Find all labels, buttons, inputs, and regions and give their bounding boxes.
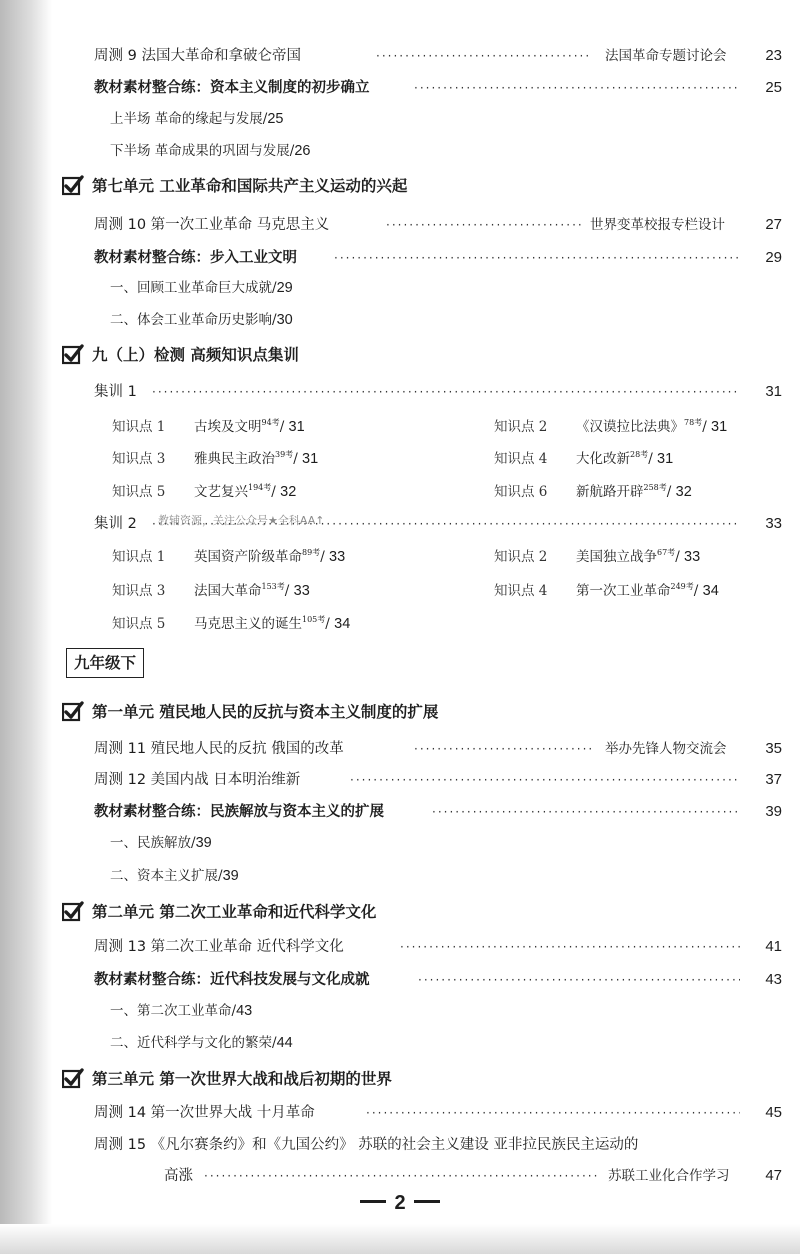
leader-dots (334, 243, 740, 273)
leader-dots (366, 1098, 740, 1128)
knowledge-point[interactable]: 知识点 1 古埃及文明$^{94考}$/ 31 (112, 418, 305, 435)
entry-title-continued: 高涨 (164, 1168, 193, 1184)
page-number: 23 (765, 47, 782, 64)
page-number: 25 (765, 79, 782, 96)
knowledge-point[interactable]: 知识点 3 雅典民主政治$^{39考}$/ 31 (112, 450, 319, 467)
footer-rule (414, 1200, 440, 1203)
entry-activity: 世界变革校报专栏设计 (590, 217, 725, 233)
grade-label: 九年级下 (66, 648, 144, 678)
leader-dots (376, 41, 592, 71)
leader-dots (204, 1161, 598, 1191)
knowledge-point[interactable]: 知识点 5 文艺复兴$^{194考}$/ 32 (112, 483, 297, 500)
toc-entry[interactable] (0, 1098, 800, 1128)
entry-title: 教材素材整合练：近代科技发展与文化成就 (94, 972, 370, 988)
toc-entry[interactable] (0, 734, 800, 764)
unit-title: 第二单元 第二次工业革命和近代科学文化 (92, 903, 377, 921)
knowledge-point[interactable]: 知识点 2 美国独立战争$^{67考}$/ 33 (494, 548, 701, 565)
footer-page-number: 2 (394, 1192, 406, 1214)
toc-entry[interactable] (0, 73, 800, 103)
page-number: 29 (765, 249, 782, 266)
sub-entry[interactable]: 二、体会工业革命历史影响/30 (110, 312, 293, 328)
toc-entry[interactable] (0, 509, 800, 539)
sub-entry[interactable]: 二、近代科学与文化的繁荣/44 (110, 1035, 293, 1051)
page-number: 47 (765, 1167, 782, 1184)
entry-title: 周测 12 美国内战 日本明治维新 (94, 772, 301, 788)
unit-title: 九（上）检测 高频知识点集训 (92, 346, 299, 364)
toc-entry[interactable] (0, 41, 800, 71)
entry-title: 教材素材整合练：民族解放与资本主义的扩展 (94, 804, 384, 820)
toc-entry[interactable] (0, 377, 800, 407)
checkbox-checked-icon (62, 701, 84, 723)
toc-entry[interactable] (0, 243, 800, 273)
entry-title: 集训 1 (94, 384, 137, 400)
checkbox-checked-icon (62, 901, 84, 923)
knowledge-point[interactable]: 知识点 4 第一次工业革命$^{249考}$/ 34 (494, 582, 719, 599)
entry-title: 周测 9 法国大革命和拿破仑帝国 (94, 48, 301, 64)
entry-title: 周测 14 第一次世界大战 十月革命 (94, 1105, 315, 1121)
sub-entry[interactable]: 一、民族解放/39 (110, 835, 212, 851)
checkbox-checked-icon (62, 344, 84, 366)
knowledge-point[interactable]: 知识点 6 新航路开辟$^{258考}$/ 32 (494, 483, 692, 500)
leader-dots (414, 734, 594, 764)
toc-entry-continued[interactable] (0, 1161, 800, 1191)
page-number: 33 (765, 515, 782, 532)
entry-title: 集训 2 (94, 516, 137, 532)
knowledge-point[interactable]: 知识点 1 英国资产阶级革命$^{89考}$/ 33 (112, 548, 346, 565)
sub-entry[interactable]: 一、第二次工业革命/43 (110, 1003, 253, 1019)
toc-entry[interactable] (0, 965, 800, 995)
sub-entry[interactable]: 一、回顾工业革命巨大成就/29 (110, 280, 293, 296)
watermark-text: 教辅资源，关注公众号★全科AA↑ (158, 514, 325, 527)
entry-activity: 苏联工业化合作学习 (608, 1168, 730, 1184)
toc-entry[interactable] (0, 765, 800, 795)
page-number: 27 (765, 216, 782, 233)
leader-dots (152, 377, 740, 407)
toc-entry[interactable] (0, 210, 800, 240)
entry-activity: 举办先锋人物交流会 (605, 741, 727, 757)
sub-entry[interactable]: 上半场 革命的缘起与发展/25 (110, 111, 284, 127)
checkbox-checked-icon (62, 1068, 84, 1090)
knowledge-point[interactable]: 知识点 2 《汉谟拉比法典》$^{78考}$/ 31 (494, 418, 728, 435)
entry-title: 周测 11 殖民地人民的反抗 俄国的改革 (94, 741, 344, 757)
sub-entry[interactable]: 下半场 革命成果的巩固与发展/26 (110, 143, 311, 159)
entry-activity: 法国革命专题讨论会 (605, 48, 727, 64)
leader-dots (386, 210, 582, 240)
page-number: 41 (765, 938, 782, 955)
leader-dots (350, 765, 740, 795)
page-number: 37 (765, 771, 782, 788)
entry-title: 教材素材整合练：资本主义制度的初步确立 (94, 80, 370, 96)
sub-entry[interactable]: 二、资本主义扩展/39 (110, 868, 239, 884)
page-number: 31 (765, 383, 782, 400)
entry-title: 教材素材整合练：步入工业文明 (94, 250, 297, 266)
toc-entry[interactable] (0, 797, 800, 827)
toc-entry[interactable] (0, 932, 800, 962)
page-footer (0, 1188, 800, 1218)
page-number: 39 (765, 803, 782, 820)
page-number: 43 (765, 971, 782, 988)
page-number: 45 (765, 1104, 782, 1121)
leader-dots (400, 932, 740, 962)
entry-title: 周测 13 第二次工业革命 近代科学文化 (94, 939, 344, 955)
knowledge-point[interactable]: 知识点 5 马克思主义的诞生$^{105考}$/ 34 (112, 615, 351, 632)
checkbox-checked-icon (62, 175, 84, 197)
entry-title: 周测 10 第一次工业革命 马克思主义 (94, 217, 330, 233)
unit-title: 第一单元 殖民地人民的反抗与资本主义制度的扩展 (92, 703, 439, 721)
unit-title: 第七单元 工业革命和国际共产主义运动的兴起 (92, 177, 408, 195)
unit-title: 第三单元 第一次世界大战和战后初期的世界 (92, 1070, 392, 1088)
leader-dots (432, 797, 740, 827)
page-number: 35 (765, 740, 782, 757)
leader-dots (418, 965, 740, 995)
toc-entry[interactable] (0, 1130, 800, 1160)
entry-title: 周测 15 《凡尔赛条约》和《九国公约》 苏联的社会主义建设 亚非拉民族民主运动的 (94, 1137, 639, 1153)
knowledge-point[interactable]: 知识点 4 大化改新$^{28考}$/ 31 (494, 450, 674, 467)
knowledge-point[interactable]: 知识点 3 法国大革命$^{153考}$/ 33 (112, 582, 310, 599)
footer-rule (360, 1200, 386, 1203)
leader-dots (414, 73, 740, 103)
